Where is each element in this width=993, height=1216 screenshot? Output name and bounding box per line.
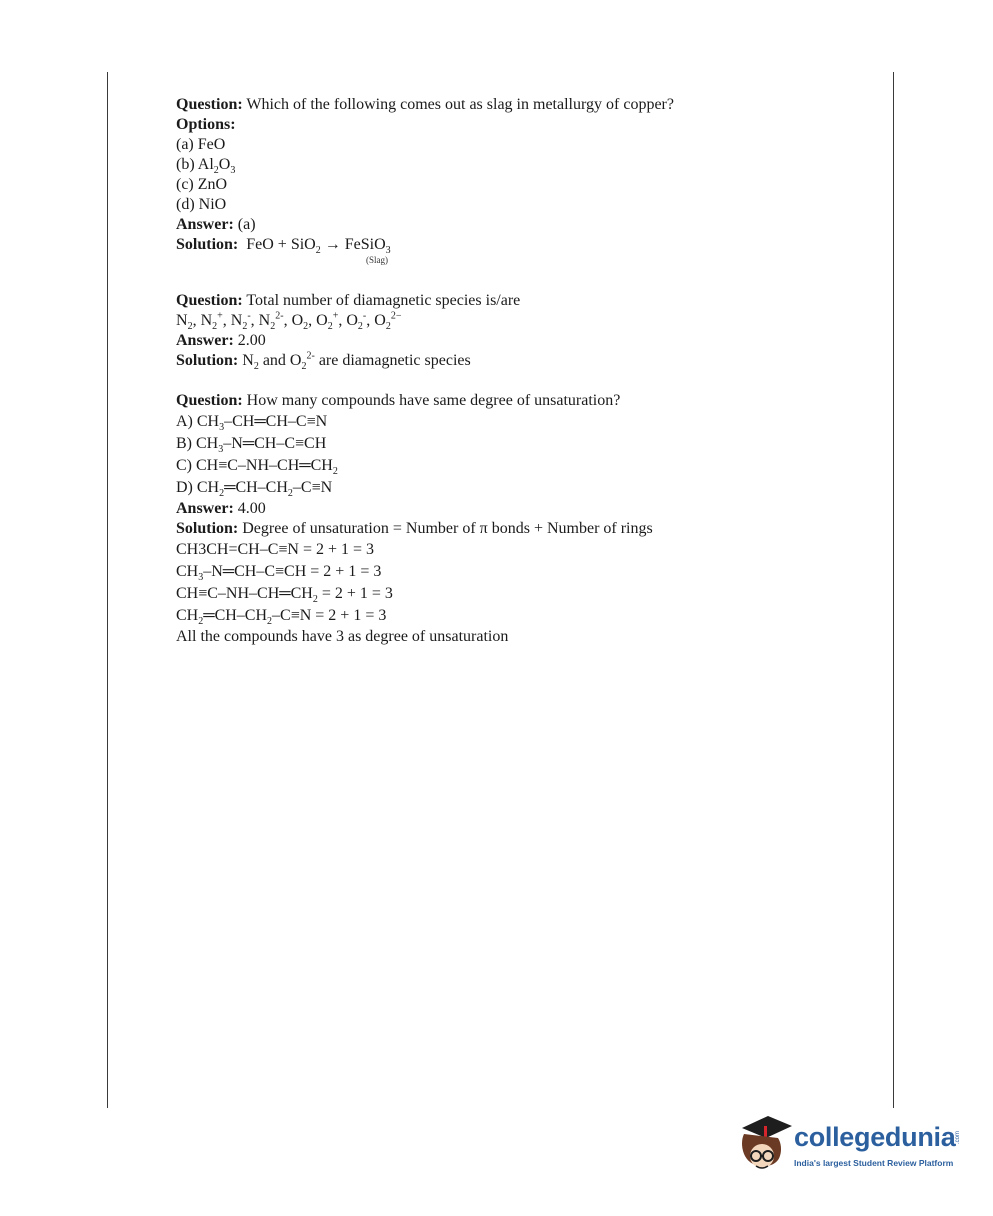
answer-value: 4.00 [233, 500, 266, 517]
compound-options [176, 411, 876, 499]
question-text: Total number of diamagnetic species is/are [242, 292, 521, 309]
logo-wordmark: collegedunia [794, 1122, 956, 1152]
calculation-lines [176, 539, 876, 627]
question-2-line [176, 291, 876, 311]
question-text: Which of the following comes out as slag in metallurgy of copper? [242, 96, 674, 113]
answer-line [176, 499, 876, 519]
compound-option: D) $CH_2═CH-CH_2-C\equiv N$ [176, 479, 333, 500]
answer-line [176, 331, 876, 351]
answer-label: Answer: [176, 216, 234, 233]
question-text: How many compounds have same degree of unsaturation? [242, 392, 621, 409]
species-item: $N_2$, [176, 312, 201, 333]
question-3-block [176, 391, 876, 647]
calculation-line: $CH\equiv C-NH-CH═CH_2 = 2 + 1 = 3$ [176, 585, 393, 606]
question-label: Question: [176, 96, 243, 113]
species-item: $O_2^+$, [316, 310, 347, 333]
species-item: $N_2^{2-}$, [258, 310, 292, 333]
option-b: (b) $Al_2O_3$ [176, 156, 236, 177]
calculation-line: CH3CH=CH–C≡N = 2 + 1 = 3 [176, 541, 375, 558]
question-1-line [176, 95, 876, 115]
logo-com: .com [955, 1131, 961, 1145]
solution-line: Solution: $N_2$ and $O_2^{2-}$ are diamagnetic species [176, 350, 471, 373]
answer-label: Answer: [176, 332, 234, 349]
species-item: $O_2^-$, [346, 310, 375, 333]
question-label: Question: [176, 292, 243, 309]
answer-value: 2.00 [233, 332, 266, 349]
solution-label: Solution: [176, 236, 239, 253]
answer-label: Answer: [176, 500, 234, 517]
question-label: Question: [176, 392, 243, 409]
calculation-line: $CH_2═CH-CH_2-C\equiv N = 2 + 1 = 3$ [176, 607, 387, 628]
option-d: (d) NiO [176, 196, 227, 213]
question-1-block [176, 95, 876, 265]
species-item: $N_2^-$, [230, 310, 259, 333]
option-c: (c) ZnO [176, 176, 228, 193]
solution-label: Solution: [176, 520, 239, 537]
mascot-icon [736, 1112, 796, 1182]
species-list [176, 311, 876, 331]
question-2-block [176, 291, 876, 371]
solution-text: Degree of unsaturation = Number of π bonds + Number of rings [238, 520, 653, 537]
compound-option: A) $CH_3-CH═CH-C\equiv N$ [176, 413, 328, 434]
species-item: $O_2^{2-}$ [374, 310, 402, 333]
solution-label: Solution: [176, 352, 239, 369]
left-margin-rule [107, 72, 108, 1108]
species-item: $N_2^+$, [200, 310, 231, 333]
solution-equation: FeO + SiO$_2$ → FeSiO$_3$ [246, 236, 391, 257]
answer-value: (a) [233, 216, 256, 233]
options-label: Options: [176, 116, 236, 133]
solution-line [176, 519, 876, 539]
answer-line [176, 215, 876, 235]
option-a: (a) FeO [176, 136, 226, 153]
conclusion-text: All the compounds have 3 as degree of unsaturation [176, 628, 509, 645]
solution-line [176, 235, 876, 265]
species-item: $O_2$, [291, 312, 317, 333]
calculation-line: $CH_3-N═CH-C\equiv CH = 2 + 1 = 3$ [176, 563, 382, 584]
slag-label: (Slag) [366, 255, 388, 265]
compound-option: B) $CH_3-N═CH-C\equiv CH$ [176, 435, 327, 456]
question-3-line [176, 391, 876, 411]
logo-tagline: India's largest Student Review Platform [794, 1158, 954, 1168]
document-content [176, 95, 876, 647]
right-margin-rule [893, 72, 894, 1108]
compound-option: C) $CH\equiv C-NH-CH═CH_2$ [176, 457, 338, 478]
collegedunia-logo [736, 1112, 966, 1182]
